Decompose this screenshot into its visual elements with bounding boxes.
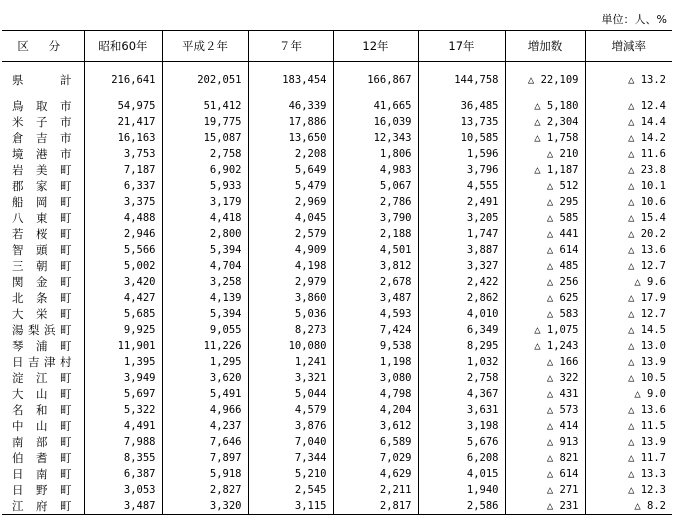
table-cell: 4,418 bbox=[162, 210, 248, 226]
table-cell: 4,198 bbox=[248, 258, 333, 274]
table-cell: △ 13.2 bbox=[585, 72, 672, 88]
table-cell: △ 166 bbox=[505, 354, 585, 370]
table-cell: 2,786 bbox=[333, 194, 418, 210]
table-cell: △ 583 bbox=[505, 306, 585, 322]
table-cell: △ 322 bbox=[505, 370, 585, 386]
table-cell: 3,812 bbox=[333, 258, 418, 274]
table-cell: 1,806 bbox=[333, 146, 418, 162]
row-name: 智頭町 bbox=[12, 243, 72, 257]
table-cell: △ 431 bbox=[505, 386, 585, 402]
table-cell: 3,612 bbox=[333, 418, 418, 434]
table-cell: △ 625 bbox=[505, 290, 585, 306]
table-cell: 1,747 bbox=[418, 226, 505, 242]
table-row bbox=[2, 466, 672, 482]
table-cell: 51,412 bbox=[162, 98, 248, 114]
table-cell: 2,208 bbox=[248, 146, 333, 162]
table-cell: 5,044 bbox=[248, 386, 333, 402]
spacer-cell bbox=[2, 88, 84, 98]
table-cell: △ 14.5 bbox=[585, 322, 672, 338]
table-cell: 8,295 bbox=[418, 338, 505, 354]
unit-label: 単位：人、% bbox=[601, 13, 667, 26]
table-cell: 3,796 bbox=[418, 162, 505, 178]
table-cell: △ 1,075 bbox=[505, 322, 585, 338]
table-cell: 2,211 bbox=[333, 482, 418, 498]
table-row bbox=[2, 210, 672, 226]
row-name: 三朝町 bbox=[12, 259, 72, 273]
table-cell: 4,501 bbox=[333, 242, 418, 258]
table-row bbox=[2, 258, 672, 274]
table-cell: 13,735 bbox=[418, 114, 505, 130]
table-cell: 1,295 bbox=[162, 354, 248, 370]
header-rate: 増減率 bbox=[585, 31, 672, 62]
table-cell: △ 210 bbox=[505, 146, 585, 162]
table-row bbox=[2, 146, 672, 162]
spacer-cell bbox=[505, 62, 585, 73]
row-name: 若桜町 bbox=[12, 227, 72, 241]
table-cell: △ 22,109 bbox=[505, 72, 585, 88]
table-cell: 6,387 bbox=[84, 466, 162, 482]
table-cell: △ 13.0 bbox=[585, 338, 672, 354]
row-name: 中山町 bbox=[12, 419, 72, 433]
table-cell: 10,585 bbox=[418, 130, 505, 146]
table-cell: △ 485 bbox=[505, 258, 585, 274]
table-cell: △ 10.6 bbox=[585, 194, 672, 210]
table-cell: 5,394 bbox=[162, 242, 248, 258]
table-row bbox=[2, 290, 672, 306]
table-cell: 4,367 bbox=[418, 386, 505, 402]
table-cell: 5,479 bbox=[248, 178, 333, 194]
table-cell: 10,080 bbox=[248, 338, 333, 354]
table-cell: 3,320 bbox=[162, 498, 248, 515]
row-name: 倉吉市 bbox=[12, 131, 72, 145]
table-cell: 5,933 bbox=[162, 178, 248, 194]
table-cell: △ 9.6 bbox=[585, 274, 672, 290]
table-cell: 2,579 bbox=[248, 226, 333, 242]
table-cell: 3,115 bbox=[248, 498, 333, 515]
table-cell: 7,040 bbox=[248, 434, 333, 450]
table-cell: 2,678 bbox=[333, 274, 418, 290]
table-row bbox=[2, 370, 672, 386]
table-cell: 4,237 bbox=[162, 418, 248, 434]
row-name: 郡家町 bbox=[12, 179, 72, 193]
table-cell: 5,322 bbox=[84, 402, 162, 418]
table-row bbox=[2, 306, 672, 322]
table-cell: 2,817 bbox=[333, 498, 418, 515]
table-cell: 5,002 bbox=[84, 258, 162, 274]
table-cell: 7,646 bbox=[162, 434, 248, 450]
table-cell: 6,589 bbox=[333, 434, 418, 450]
table-cell: 2,758 bbox=[162, 146, 248, 162]
table-row bbox=[2, 482, 672, 498]
table-cell: △ 17.9 bbox=[585, 290, 672, 306]
table-cell: 216,641 bbox=[84, 72, 162, 88]
row-name: 南部町 bbox=[12, 435, 72, 449]
table-cell: △ 573 bbox=[505, 402, 585, 418]
table-cell: △ 9.0 bbox=[585, 386, 672, 402]
table-cell: 202,051 bbox=[162, 72, 248, 88]
total-row bbox=[2, 72, 672, 88]
table-cell: 8,273 bbox=[248, 322, 333, 338]
table-cell: △ 1,187 bbox=[505, 162, 585, 178]
row-name: 岩美町 bbox=[12, 163, 72, 177]
table-cell: △ 256 bbox=[505, 274, 585, 290]
spacer-cell bbox=[2, 62, 84, 73]
table-cell: 4,704 bbox=[162, 258, 248, 274]
row-name: 船岡町 bbox=[12, 195, 72, 209]
spacer-cell bbox=[585, 88, 672, 98]
header-row bbox=[2, 31, 672, 62]
table-cell: 2,545 bbox=[248, 482, 333, 498]
table-cell: △ 441 bbox=[505, 226, 585, 242]
table-cell: 2,862 bbox=[418, 290, 505, 306]
table-cell: 6,902 bbox=[162, 162, 248, 178]
table-cell: 7,187 bbox=[84, 162, 162, 178]
table-cell: 3,790 bbox=[333, 210, 418, 226]
table-row bbox=[2, 354, 672, 370]
table-cell: 36,485 bbox=[418, 98, 505, 114]
table-cell: △ 13.3 bbox=[585, 466, 672, 482]
table-cell: 2,827 bbox=[162, 482, 248, 498]
table-cell: 183,454 bbox=[248, 72, 333, 88]
table-row bbox=[2, 98, 672, 114]
table-row bbox=[2, 178, 672, 194]
table-cell: 3,753 bbox=[84, 146, 162, 162]
row-name: 日南町 bbox=[12, 467, 72, 481]
table-cell: △ 614 bbox=[505, 466, 585, 482]
spacer-cell bbox=[248, 62, 333, 73]
table-cell: 4,593 bbox=[333, 306, 418, 322]
table-row bbox=[2, 194, 672, 210]
header-h12: 12年 bbox=[333, 31, 418, 62]
table-row bbox=[2, 434, 672, 450]
table-cell: △ 5,180 bbox=[505, 98, 585, 114]
table-cell: △ 414 bbox=[505, 418, 585, 434]
row-name: 伯耆町 bbox=[12, 451, 72, 465]
table-cell: 6,208 bbox=[418, 450, 505, 466]
spacer-row bbox=[2, 88, 672, 98]
row-name: 関金町 bbox=[12, 275, 72, 289]
table-cell: △ 11.7 bbox=[585, 450, 672, 466]
row-name: 湯梨浜町 bbox=[12, 323, 72, 337]
table-cell: 4,204 bbox=[333, 402, 418, 418]
table-cell: 4,488 bbox=[84, 210, 162, 226]
table-cell: 8,355 bbox=[84, 450, 162, 466]
table-row bbox=[2, 402, 672, 418]
header-h2: 平成２年 bbox=[162, 31, 248, 62]
table-cell: 3,420 bbox=[84, 274, 162, 290]
table-row bbox=[2, 322, 672, 338]
row-name: 江府町 bbox=[2, 498, 84, 515]
table-cell: 41,665 bbox=[333, 98, 418, 114]
table-cell: 1,596 bbox=[418, 146, 505, 162]
table-cell: 5,649 bbox=[248, 162, 333, 178]
table-cell: 3,321 bbox=[248, 370, 333, 386]
table-cell: 3,487 bbox=[84, 498, 162, 515]
table-cell: 19,775 bbox=[162, 114, 248, 130]
row-name: 北条町 bbox=[12, 291, 72, 305]
table-cell: 4,010 bbox=[418, 306, 505, 322]
table-cell: △ 13.6 bbox=[585, 402, 672, 418]
table-cell: △ 13.9 bbox=[585, 434, 672, 450]
table-row bbox=[2, 114, 672, 130]
table-cell: 5,676 bbox=[418, 434, 505, 450]
table-cell: 3,258 bbox=[162, 274, 248, 290]
table-cell: △ 585 bbox=[505, 210, 585, 226]
table-row bbox=[2, 242, 672, 258]
table-row bbox=[2, 386, 672, 402]
table-cell: △ 14.2 bbox=[585, 130, 672, 146]
table-cell: 9,055 bbox=[162, 322, 248, 338]
table-cell: 4,629 bbox=[333, 466, 418, 482]
table-cell: 3,876 bbox=[248, 418, 333, 434]
table-cell: 2,491 bbox=[418, 194, 505, 210]
table-cell: △ 8.2 bbox=[585, 498, 672, 515]
table-cell: 2,800 bbox=[162, 226, 248, 242]
table-cell: △ 13.9 bbox=[585, 354, 672, 370]
table-cell: 3,205 bbox=[418, 210, 505, 226]
table-cell: 2,422 bbox=[418, 274, 505, 290]
table-cell: 5,394 bbox=[162, 306, 248, 322]
spacer-cell bbox=[248, 88, 333, 98]
table-cell: 5,566 bbox=[84, 242, 162, 258]
table-cell: 7,344 bbox=[248, 450, 333, 466]
table-cell: △ 10.5 bbox=[585, 370, 672, 386]
population-table bbox=[2, 30, 672, 515]
table-cell: 3,620 bbox=[162, 370, 248, 386]
table-row bbox=[2, 450, 672, 466]
header-category: 区 分 bbox=[2, 31, 84, 62]
table-cell: △ 12.3 bbox=[585, 482, 672, 498]
table-cell: 21,417 bbox=[84, 114, 162, 130]
table-cell: 3,327 bbox=[418, 258, 505, 274]
table-cell: 9,925 bbox=[84, 322, 162, 338]
row-name: 大栄町 bbox=[12, 307, 72, 321]
table-cell: 7,424 bbox=[333, 322, 418, 338]
header-h17: 17年 bbox=[418, 31, 505, 62]
table-cell: 166,867 bbox=[333, 72, 418, 88]
row-name: 県 計 bbox=[12, 73, 72, 87]
spacer-cell bbox=[418, 88, 505, 98]
table-cell: 5,067 bbox=[333, 178, 418, 194]
spacer-cell bbox=[162, 62, 248, 73]
table-cell: △ 12.4 bbox=[585, 98, 672, 114]
table-cell: △ 10.1 bbox=[585, 178, 672, 194]
spacer-cell bbox=[84, 88, 162, 98]
table-cell: 2,946 bbox=[84, 226, 162, 242]
table-cell: 1,241 bbox=[248, 354, 333, 370]
table-cell: 2,188 bbox=[333, 226, 418, 242]
row-name: 日吉津村 bbox=[12, 355, 72, 369]
spacer-cell bbox=[162, 88, 248, 98]
table-cell: 3,080 bbox=[333, 370, 418, 386]
table-cell: △ 11.6 bbox=[585, 146, 672, 162]
table-cell: 2,758 bbox=[418, 370, 505, 386]
table-cell: △ 2,304 bbox=[505, 114, 585, 130]
table-cell: 11,226 bbox=[162, 338, 248, 354]
table-cell: 3,198 bbox=[418, 418, 505, 434]
table-cell: △ 913 bbox=[505, 434, 585, 450]
header-h7: ７年 bbox=[248, 31, 333, 62]
spacer-cell bbox=[84, 62, 162, 73]
spacer-row bbox=[2, 62, 672, 73]
spacer-cell bbox=[333, 88, 418, 98]
table-cell: 4,909 bbox=[248, 242, 333, 258]
table-cell: 7,029 bbox=[333, 450, 418, 466]
table-cell: 1,032 bbox=[418, 354, 505, 370]
table-cell: 3,375 bbox=[84, 194, 162, 210]
row-name: 八東町 bbox=[12, 211, 72, 225]
table-cell: 12,343 bbox=[333, 130, 418, 146]
row-name: 琴浦町 bbox=[12, 339, 72, 353]
table-cell: 4,966 bbox=[162, 402, 248, 418]
table-cell: 4,579 bbox=[248, 402, 333, 418]
table-cell: 3,949 bbox=[84, 370, 162, 386]
table-cell: △ 614 bbox=[505, 242, 585, 258]
table-cell: 7,897 bbox=[162, 450, 248, 466]
table-row bbox=[2, 418, 672, 434]
table-cell: 3,631 bbox=[418, 402, 505, 418]
table-cell: 4,139 bbox=[162, 290, 248, 306]
row-name: 境港市 bbox=[12, 147, 72, 161]
header-increase: 増加数 bbox=[505, 31, 585, 62]
table-cell: 2,969 bbox=[248, 194, 333, 210]
table-row bbox=[2, 274, 672, 290]
row-name: 米子市 bbox=[12, 115, 72, 129]
table-cell: 3,860 bbox=[248, 290, 333, 306]
table-cell: 16,163 bbox=[84, 130, 162, 146]
row-name: 淀江町 bbox=[12, 371, 72, 385]
table-cell: △ 12.7 bbox=[585, 258, 672, 274]
table-cell: 1,198 bbox=[333, 354, 418, 370]
table-cell: 2,586 bbox=[418, 498, 505, 515]
table-cell: △ 1,758 bbox=[505, 130, 585, 146]
table-cell: 5,491 bbox=[162, 386, 248, 402]
table-cell: △ 15.4 bbox=[585, 210, 672, 226]
table-cell: 5,036 bbox=[248, 306, 333, 322]
table-cell: 5,697 bbox=[84, 386, 162, 402]
table-cell: △ 23.8 bbox=[585, 162, 672, 178]
table-cell: 3,179 bbox=[162, 194, 248, 210]
table-cell: △ 231 bbox=[505, 498, 585, 515]
spacer-cell bbox=[333, 62, 418, 73]
table-cell: 5,210 bbox=[248, 466, 333, 482]
table-cell: 46,339 bbox=[248, 98, 333, 114]
table-row bbox=[2, 338, 672, 354]
table-cell: △ 12.7 bbox=[585, 306, 672, 322]
table-row bbox=[2, 226, 672, 242]
spacer-cell bbox=[505, 88, 585, 98]
spacer-cell bbox=[418, 62, 505, 73]
table-cell: 4,798 bbox=[333, 386, 418, 402]
table-cell: 4,045 bbox=[248, 210, 333, 226]
table-cell: △ 295 bbox=[505, 194, 585, 210]
table-cell: 16,039 bbox=[333, 114, 418, 130]
row-name: 名和町 bbox=[12, 403, 72, 417]
table-cell: 1,940 bbox=[418, 482, 505, 498]
header-s60: 昭和60年 bbox=[84, 31, 162, 62]
table-cell: 11,901 bbox=[84, 338, 162, 354]
table-cell: 3,053 bbox=[84, 482, 162, 498]
row-name: 大山町 bbox=[12, 387, 72, 401]
table-cell: 15,087 bbox=[162, 130, 248, 146]
table-cell: 144,758 bbox=[418, 72, 505, 88]
table-cell: 1,395 bbox=[84, 354, 162, 370]
table-cell: 4,491 bbox=[84, 418, 162, 434]
table-cell: 3,887 bbox=[418, 242, 505, 258]
table-cell: 5,685 bbox=[84, 306, 162, 322]
table-cell: 54,975 bbox=[84, 98, 162, 114]
table-cell: 4,555 bbox=[418, 178, 505, 194]
table-cell: 4,983 bbox=[333, 162, 418, 178]
row-name: 日野町 bbox=[12, 483, 72, 497]
row-name: 鳥取市 bbox=[12, 99, 72, 113]
table-cell: 6,337 bbox=[84, 178, 162, 194]
table-row bbox=[2, 162, 672, 178]
table-row bbox=[2, 130, 672, 146]
table-cell: 13,650 bbox=[248, 130, 333, 146]
table-cell: 3,487 bbox=[333, 290, 418, 306]
table-cell: △ 14.4 bbox=[585, 114, 672, 130]
table-cell: 9,538 bbox=[333, 338, 418, 354]
table-cell: △ 1,243 bbox=[505, 338, 585, 354]
table-cell: △ 11.5 bbox=[585, 418, 672, 434]
table-cell: △ 821 bbox=[505, 450, 585, 466]
table-cell: 2,979 bbox=[248, 274, 333, 290]
table-cell: △ 271 bbox=[505, 482, 585, 498]
table-cell: 4,427 bbox=[84, 290, 162, 306]
table-cell: △ 13.6 bbox=[585, 242, 672, 258]
spacer-cell bbox=[585, 62, 672, 73]
table-body bbox=[2, 62, 672, 515]
table-cell: 6,349 bbox=[418, 322, 505, 338]
table-cell: △ 512 bbox=[505, 178, 585, 194]
table-cell: 4,015 bbox=[418, 466, 505, 482]
table-row bbox=[2, 498, 672, 515]
table-cell: △ 20.2 bbox=[585, 226, 672, 242]
table-cell: 17,886 bbox=[248, 114, 333, 130]
table-cell: 5,918 bbox=[162, 466, 248, 482]
table-cell: 7,988 bbox=[84, 434, 162, 450]
